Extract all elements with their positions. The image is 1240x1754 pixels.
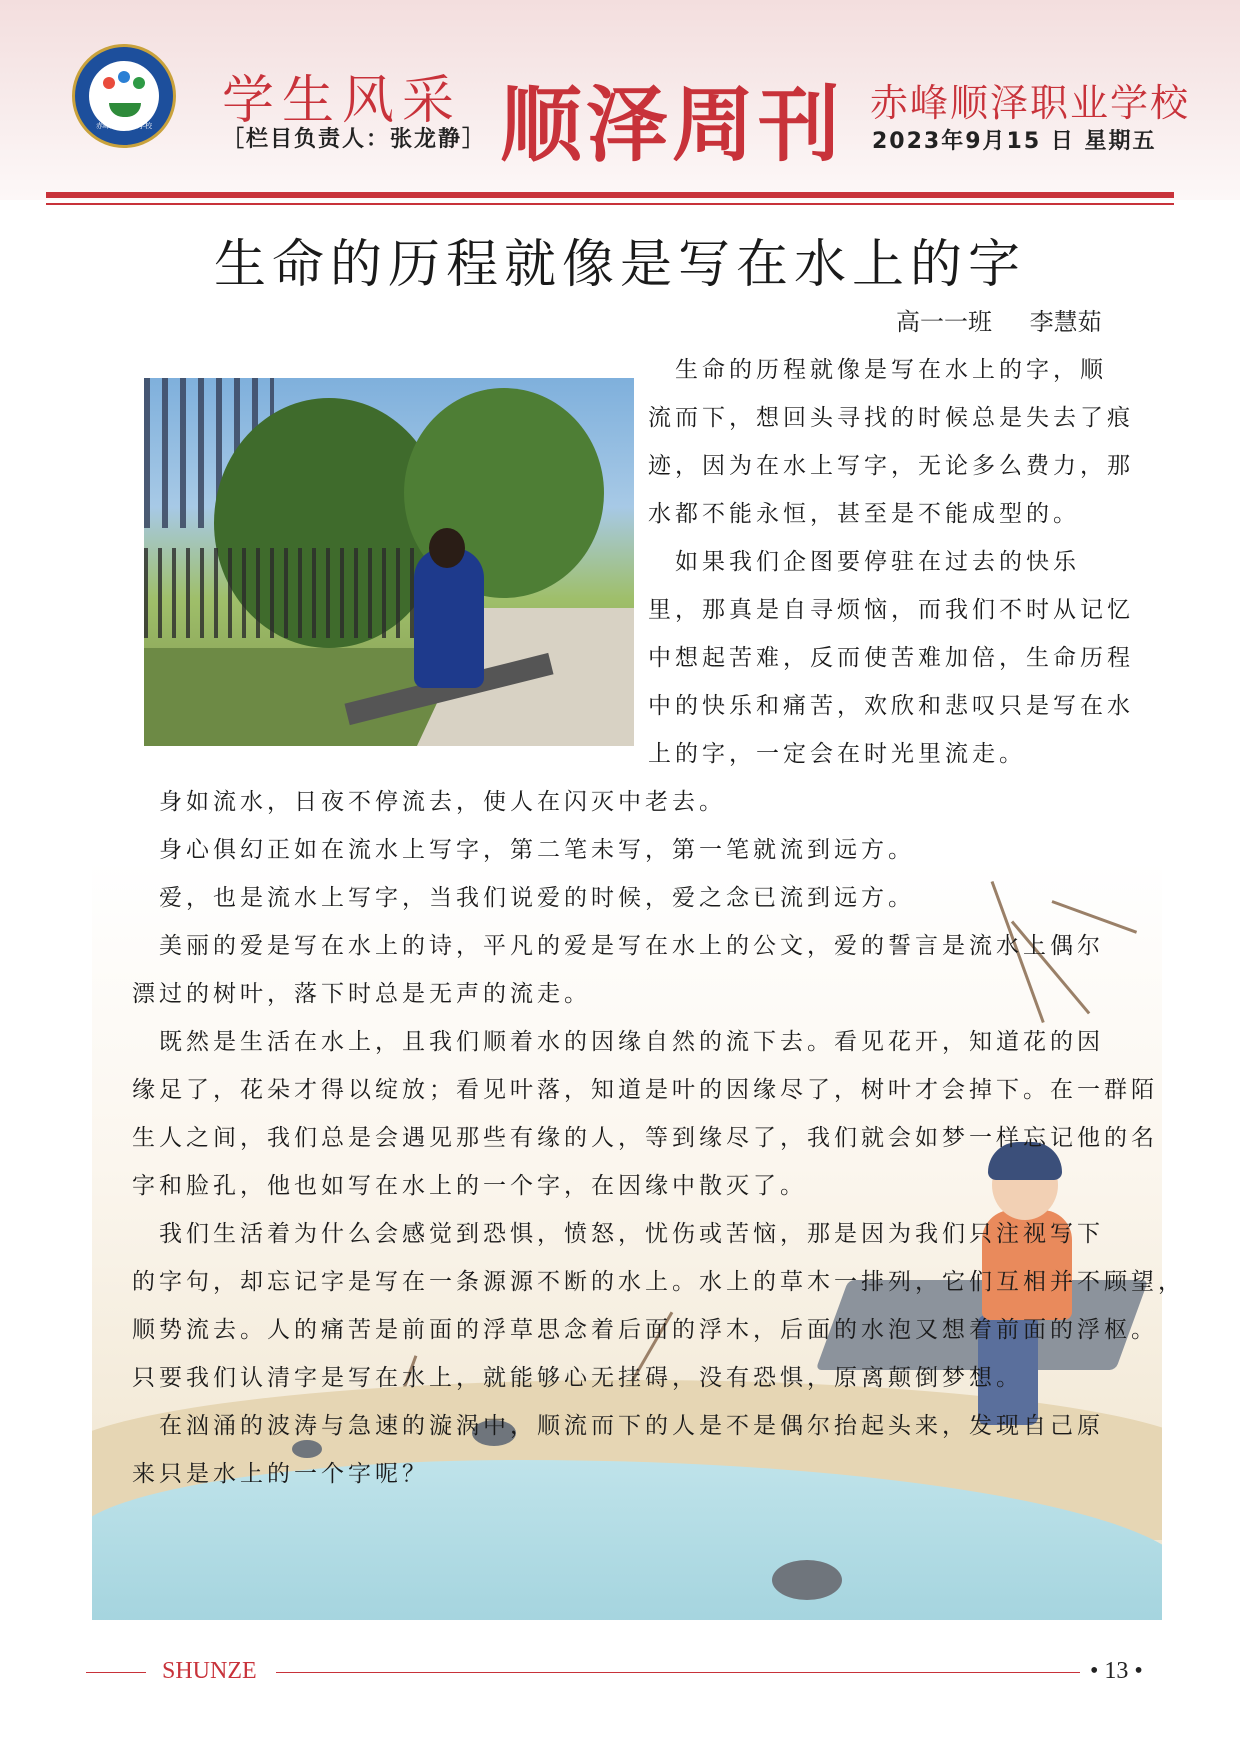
paragraph-line: 爱，也是流水上写字，当我们说爱的时候，爱之念已流到远方。 <box>132 885 915 911</box>
page-number: • 13 • <box>1090 1658 1143 1684</box>
logo-arc <box>109 103 141 117</box>
article-byline: 高一一班 李慧茹 <box>896 308 1102 336</box>
logo-text: 赤峰顺泽职业学校 <box>96 122 152 130</box>
issue-date: 2023年9月15 日 星期五 <box>872 129 1157 154</box>
paragraph-line: 在汹涌的波涛与急速的漩涡中，顺流而下的人是不是偶尔抬起头来，发现自己原 <box>132 1413 1104 1439</box>
paragraph-line: 既然是生活在水上，且我们顺着水的因缘自然的流下去。看见花开，知道花的因 <box>132 1029 1104 1055</box>
paragraph-line: 如果我们企图要停驻在过去的快乐 <box>648 549 1080 575</box>
paragraph-line: 身如流水，日夜不停流去，使人在闪灭中老去。 <box>132 789 726 815</box>
photo-student-head <box>429 528 465 568</box>
paragraph-line: 我们生活着为什么会感觉到恐惧，愤怒，忧伤或苦恼，那是因为我们只注视写下 <box>132 1221 1104 1247</box>
magazine-title: 顺泽周刊 <box>500 78 845 173</box>
paragraph-line: 中的快乐和痛苦，欢欣和悲叹只是写在水 <box>648 693 1134 719</box>
paragraph-line: 顺势流去。人的痛苦是前面的浮草思念着后面的浮木，后面的水泡又想着前面的浮枢。 <box>132 1317 1158 1343</box>
article-side-column <box>648 346 1134 778</box>
paragraph-line: 迹，因为在水上写字，无论多么费力，那 <box>648 453 1134 479</box>
footer-rule-right <box>276 1672 1080 1673</box>
header-rule-thin <box>46 203 1174 205</box>
column-editor: ［栏目负责人：张龙静］ <box>222 127 487 152</box>
logo-figure-green <box>133 77 145 89</box>
illustration-rock <box>772 1560 842 1600</box>
paragraph-line: 水都不能永恒，甚至是不能成型的。 <box>648 501 1080 527</box>
paragraph-line: 生人之间，我们总是会遇见那些有缘的人，等到缘尽了，我们就会如梦一样忘记他的名 <box>132 1125 1158 1151</box>
paragraph-line: 生命的历程就像是写在水上的字，顺 <box>648 357 1107 383</box>
article-full-column <box>132 778 1185 1498</box>
paragraph-line: 漂过的树叶，落下时总是无声的流走。 <box>132 981 591 1007</box>
paragraph-line: 上的字，一定会在时光里流走。 <box>648 741 1026 767</box>
paragraph-line: 美丽的爱是写在水上的诗，平凡的爱是写在水上的公文，爱的誓言是流水上偶尔 <box>132 933 1104 959</box>
paragraph-line: 中想起苦难，反而使苦难加倍，生命历程 <box>648 645 1134 671</box>
paragraph-line: 来只是水上的一个字呢？ <box>132 1461 429 1487</box>
footer-rule-left <box>86 1672 146 1673</box>
article-title: 生命的历程就像是写在水上的字 <box>213 235 1026 295</box>
paragraph-line: 身心俱幻正如在流水上写字，第二笔未写，第一笔就流到远方。 <box>132 837 915 863</box>
header-rule-thick <box>46 192 1174 198</box>
photo-railing <box>144 548 414 638</box>
paragraph-line: 缘足了，花朵才得以绽放；看见叶落，知道是叶的因缘尽了，树叶才会掉下。在一群陌 <box>132 1077 1158 1103</box>
school-logo <box>72 44 176 148</box>
paragraph-line: 里，那真是自寻烦恼，而我们不时从记忆 <box>648 597 1134 623</box>
photo-student <box>414 548 484 688</box>
section-title: 学生风采 <box>222 71 463 131</box>
paragraph-line: 流而下，想回头寻找的时候总是失去了痕 <box>648 405 1134 431</box>
student-reading-photo <box>144 378 634 746</box>
paragraph-line: 字和脸孔，他也如写在水上的一个字，在因缘中散灭了。 <box>132 1173 807 1199</box>
school-name: 赤峰顺泽职业学校 <box>870 81 1191 125</box>
logo-figure-blue <box>118 71 130 83</box>
paragraph-line: 只要我们认清字是写在水上，就能够心无挂碍，没有恐惧，原离颠倒梦想。 <box>132 1365 1023 1391</box>
logo-figure-red <box>103 77 115 89</box>
footer-brand: SHUNZE <box>162 1658 257 1684</box>
paragraph-line: 的字句，却忘记字是写在一条源源不断的水上。水上的草木一排列，它们互相并不顾望， <box>132 1269 1185 1295</box>
